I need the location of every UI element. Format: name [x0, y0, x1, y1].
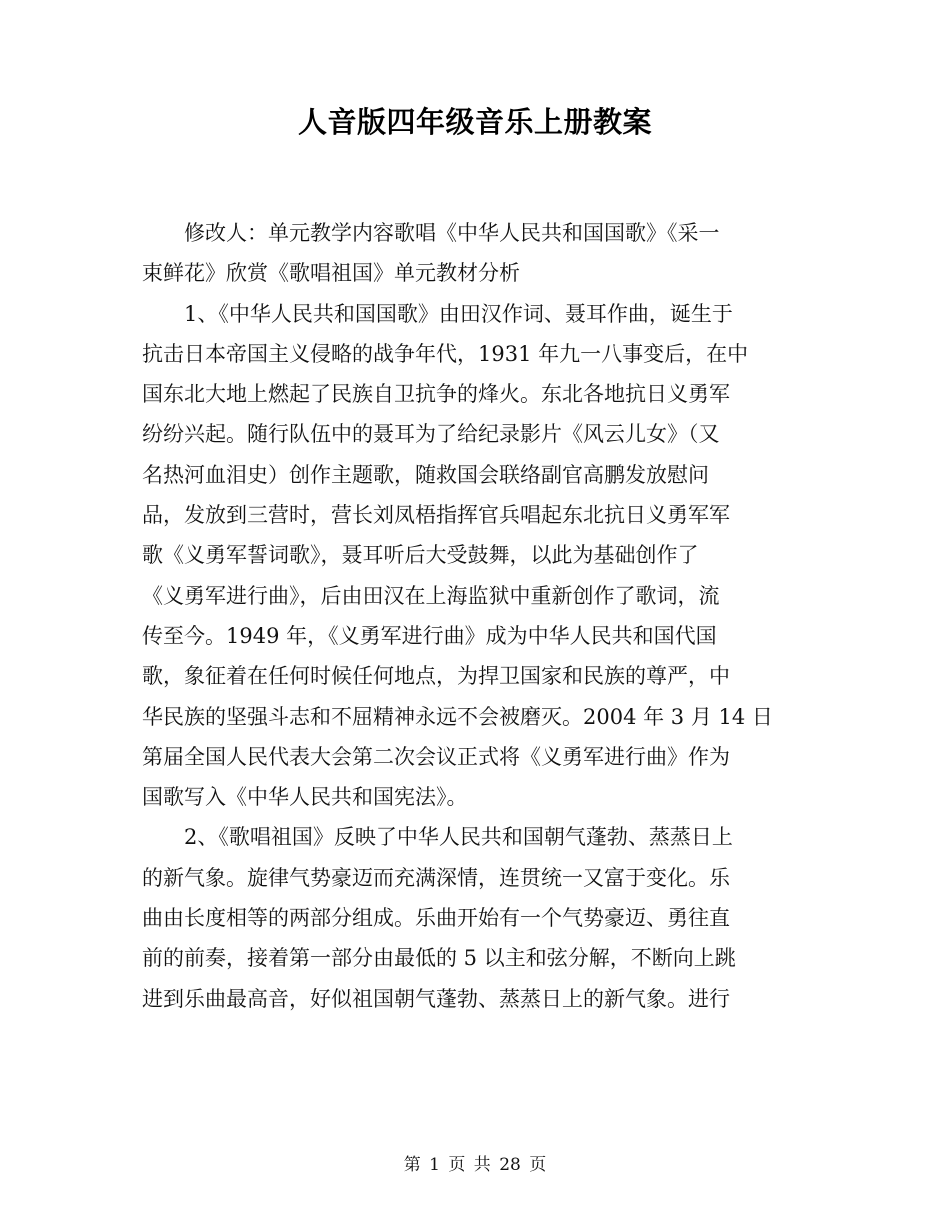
text-line: 华民族的坚强斗志和不屈精神永远不会被磨灭。2004 年 3 月 14 日 — [142, 704, 773, 729]
text-line: 前的前奏，接着第一部分由最低的 5 以主和弦分解，不断向上跳 — [142, 946, 736, 971]
text-line: 的新气象。旋律气势豪迈而充满深情，连贯统一又富于变化。乐 — [142, 865, 730, 890]
paragraph-sing-motherland — [142, 817, 808, 1018]
document-title: 人音版四年级音乐上册教案 — [297, 105, 652, 139]
paragraph-national-anthem — [142, 294, 808, 818]
document-body — [142, 213, 808, 1019]
text-line: 名热河血泪史）创作主题歌，随救国会联络副官高鹏发放慰问 — [142, 462, 709, 487]
paragraph-modifier — [142, 213, 808, 294]
text-line: 第届全国人民代表大会第二次会议正式将《义勇军进行曲》作为 — [142, 744, 730, 769]
text-line: 品，发放到三营时，营长刘凤梧指挥官兵唱起东北抗日义勇军军 — [142, 503, 730, 528]
text-line: 歌，象征着在任何时候任何地点，为捍卫国家和民族的尊严，中 — [142, 664, 730, 689]
text-line: 曲由长度相等的两部分组成。乐曲开始有一个气势豪迈、勇往直 — [142, 906, 730, 931]
text-line: 抗击日本帝国主义侵略的战争年代，1931 年九一八事变后，在中 — [142, 341, 749, 366]
text-line: 歌《义勇军誓词歌》，聂耳听后大受鼓舞，以此为基础创作了 — [142, 543, 699, 568]
text-line: 修改人：单元教学内容歌唱《中华人民共和国国歌》《采一 — [142, 221, 720, 245]
page-footer: 第 1 页 共 28 页 — [403, 1155, 547, 1175]
text-line: 束鲜花》欣赏《歌唱祖国》单元教材分析 — [142, 261, 520, 286]
text-line: 传至今。1949 年，《义勇军进行曲》成为中华人民共和国代国 — [142, 623, 717, 648]
text-line: 国歌写入《中华人民共和国宪法》。 — [142, 785, 468, 810]
text-line: 2、《歌唱祖国》反映了中华人民共和国朝气蓬勃、蒸蒸日上 — [142, 825, 733, 850]
text-line: 国东北大地上燃起了民族自卫抗争的烽火。东北各地抗日义勇军 — [142, 382, 730, 407]
text-line: 《义勇军进行曲》，后由田汉在上海监狱中重新创作了歌词，流 — [142, 583, 720, 608]
text-line: 1、《中华人民共和国国歌》由田汉作词、聂耳作曲，诞生于 — [142, 301, 733, 326]
text-line: 进到乐曲最高音，好似祖国朝气蓬勃、蒸蒸日上的新气象。进行 — [142, 986, 730, 1011]
text-line: 纷纷兴起。随行队伍中的聂耳为了给纪录影片《风云儿女》（又 — [142, 422, 720, 447]
